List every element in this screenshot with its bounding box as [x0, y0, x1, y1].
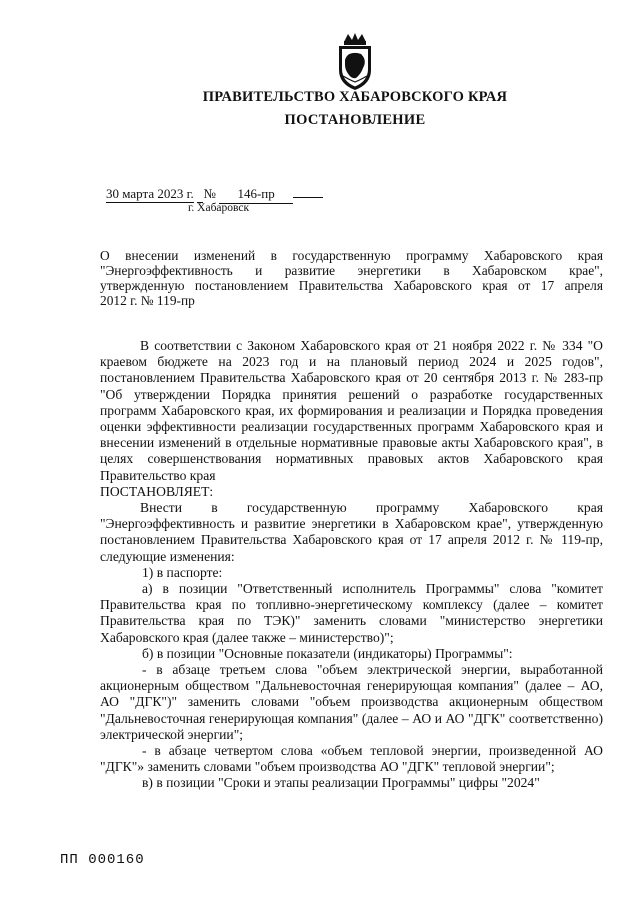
document-body: [100, 338, 603, 792]
intro-paragraph: Внести в государственную программу Хабаровского края "Энергоэффективность и развитие энергетики в Хабаровском крае", утвержденную постановлением Правительства Хабаровского края от 17 апреля 2012 г. № 119-пр, следующие изменения:: [100, 500, 603, 564]
resolves-heading: ПОСТАНОВЛЯЕТ:: [100, 483, 214, 499]
preamble-paragraph: В соответствии с Законом Хабаровского края от 21 ноября 2022 г. № 334 "О краевом бюджете на 2023 год и на плановый период 2024 и 2025 годов", постановлением Правительства Хабаровского края от 20 сентября 2013 г. № 283-пр "Об утверждении Порядка принятия решений о разработке государственных программ Хабаровского края, их формирования и реализации и Порядка проведения оценки эффективности реализации государственных программ Хабаровского края и внесении изменений в отдельные нормативные правовые акты Хабаровского края", в целях совершенствования нормативных правовых актов Хабаровского края Правительство края: [100, 338, 603, 483]
document-subject: [100, 248, 603, 308]
item-1b-dash-2: - в абзаце четвертом слова «объем тепловой энергии, произведенной АО "ДГК"» заменить словами "объем производства АО "ДГК" тепловой энергии";: [100, 743, 603, 775]
subject-line: О внесении изменений в государственную программу Хабаровского края: [100, 248, 603, 263]
item-1b: б) в позиции "Основные показатели (индикаторы) Программы":: [142, 645, 513, 661]
item-1c: в) в позиции "Сроки и этапы реализации Программы" цифры "2024": [142, 775, 540, 791]
document-type: ПОСТАНОВЛЕНИЕ: [284, 112, 426, 128]
subject-line: "Энергоэффективность и развитие энергетики в Хабаровском крае",: [100, 263, 603, 278]
subject-line: утвержденную постановлением Правительства Хабаровского края от 17 апреля: [100, 278, 603, 293]
document-city: г. Хабаровск: [188, 202, 250, 214]
document-date: 30 марта 2023 г.: [106, 186, 194, 201]
government-title: ПРАВИТЕЛЬСТВО ХАБАРОВСКОГО КРАЯ: [202, 89, 508, 105]
number-sign: №: [203, 186, 216, 201]
subject-line: 2012 г. № 119-пр: [100, 293, 195, 308]
item-1b-dash-1: - в абзаце третьем слова "объем электрической энергии, выработанной акционерным обществом "Дальневосточная генерирующая компания" (далее – АО, АО "ДГК")" заменить словами "объем производства акционерным обществом "Дальневосточная генерирующая компания" (далее – АО и АО "ДГК" соответственно) электрической энергии";: [100, 662, 603, 742]
item-1: 1) в паспорте:: [142, 564, 223, 580]
document-number: 146-пр: [219, 186, 293, 204]
footer-stamp: ПП 000160: [60, 852, 145, 868]
coat-of-arms-emblem: [330, 32, 380, 92]
item-1a: а) в позиции "Ответственный исполнитель Программы" слова "комитет Правительства края по топливно-энергетическому комплексу (далее – комитет Правительства края по ТЭК)" заменить словами "министерство энергетики Хабаровского края (далее также – министерство)";: [100, 581, 603, 645]
